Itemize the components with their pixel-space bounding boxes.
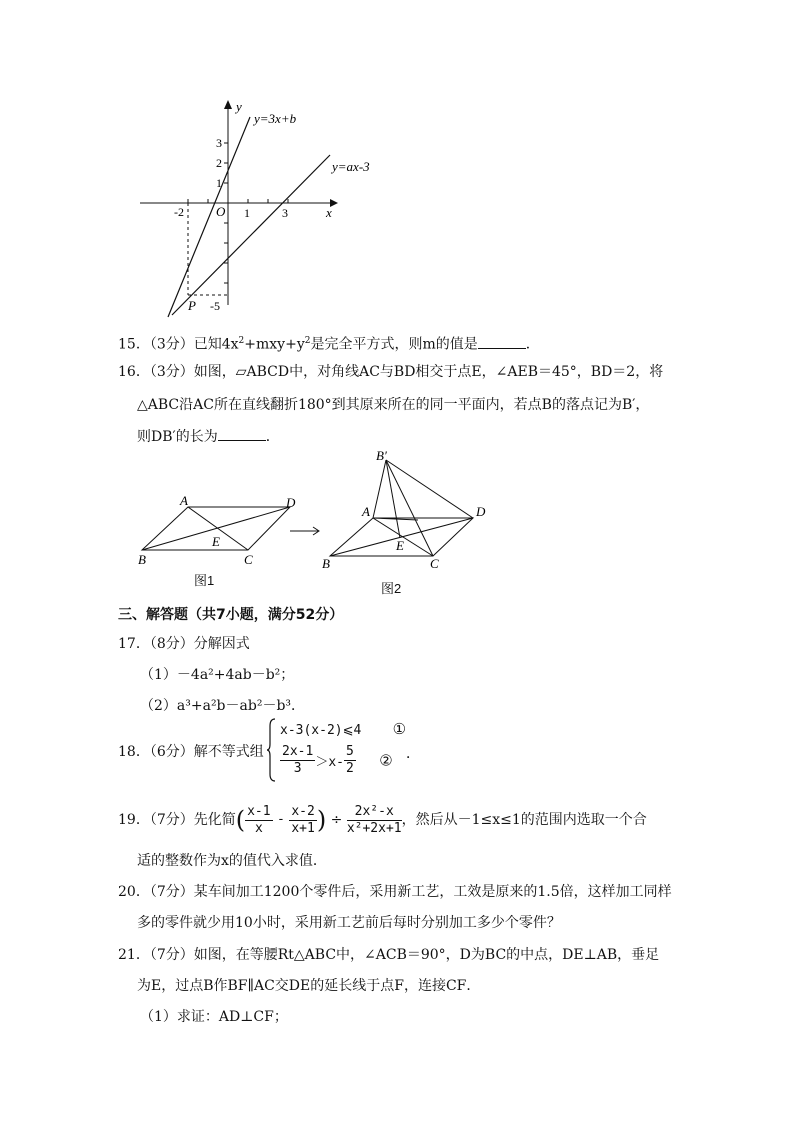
fig1-label-e: E <box>212 534 220 549</box>
tick-label-neg2: -2 <box>174 205 184 219</box>
question-19-line-2: 适的整数作为x的值代入求值． <box>137 853 327 869</box>
y-axis-arrow <box>224 100 232 109</box>
fig2-caption: 图2 <box>381 581 402 596</box>
coordinate-graph <box>130 95 370 325</box>
axis-x-label: x <box>326 205 332 220</box>
inequality-1: x-3(x-2)⩽4 ① <box>280 720 407 738</box>
fig1-label-b: B <box>138 552 146 567</box>
point-p-label: P <box>188 298 196 313</box>
question-16-line-3: 则DB′的长为 ． <box>137 426 280 447</box>
tick-label-neg5: -5 <box>210 299 220 313</box>
question-20-line-2: 多的零件就少用10小时，采用新工艺前后每时分别加工多少个零件？ <box>137 915 561 931</box>
question-21-part-1: （1）求证：AD⊥CF； <box>140 1009 288 1025</box>
tick-label-2: 2 <box>216 156 222 170</box>
line2-label: y=ax-3 <box>332 159 370 174</box>
line-ax-minus-3 <box>172 155 330 315</box>
fig2-label-d: D <box>476 504 486 519</box>
fig2-label-a: A <box>362 504 370 519</box>
fraction-2x2-x-over-quadratic: $\frac{\text{2x²-x}}{\text{x²+2x+1}}$ <box>346 803 402 836</box>
answer-blank-15[interactable] <box>478 334 526 349</box>
question-17-part-1: （1）－4a²+4ab－b²； <box>140 667 295 683</box>
inequality-2: $\frac{2x-1}{3}$ ＞x- $\frac{5}{2}$ ② <box>282 744 393 776</box>
question-16-line-1: 16．（3分）如图，▱ABCD中，对角线AC与BD相交于点E，∠AEB＝45°，BD＝2，将 <box>118 364 664 380</box>
figure-1-parallelogram <box>130 495 305 570</box>
axis-y-label: y <box>236 99 242 114</box>
question-16-line-2: △ABC沿AC所在直线翻折180°到其原来所在的同一平面内，若点B的落点记为B′， <box>137 397 650 413</box>
section-heading-3: 三、解答题（共7小题，满分52分） <box>118 607 344 623</box>
question-17-part-2: （2）a³+a²b－ab²－b³． <box>140 698 306 714</box>
tick-label-x3: 3 <box>282 206 288 220</box>
fig2-label-c: C <box>430 556 439 571</box>
question-21-line-1: 21．（7分）如图，在等腰Rt△ABC中，∠ACB＝90°，D为BC的中点，DE⊥AB，垂足 <box>118 947 660 963</box>
tick-label-1: 1 <box>216 176 222 190</box>
fraction-5-over-2: $\frac{5}{2}$ <box>345 744 354 776</box>
question-18-end: ． <box>406 746 420 762</box>
fig1-label-d: D <box>286 495 296 510</box>
fig2-label-e: E <box>396 538 404 553</box>
fraction-2x-1-over-3: $\frac{2x-1}{3}$ <box>282 744 314 776</box>
question-17-title: 17．（8分）分解因式 <box>118 636 250 652</box>
fig1-label-a: A <box>180 493 188 508</box>
figure-2-folded-parallelogram <box>318 448 493 573</box>
fig1-caption: 图1 <box>194 573 215 588</box>
answer-blank-16[interactable] <box>218 426 266 441</box>
tick-label-x1: 1 <box>244 206 250 220</box>
fig2-label-bprime: B′ <box>376 448 387 463</box>
question-18-prefix: 18．（6分）解不等式组 <box>118 744 264 760</box>
fraction-x-2-over-x-plus-1: $\frac{x-2}{x+1}$ <box>291 803 315 836</box>
fig1-label-c: C <box>244 552 253 567</box>
question-19-line-1: 19．（7分）先化简( $\frac{x-1}{x}$ - $\frac{x-2}{x+1}$ ) ÷ $\frac{\text{2x²-x}}{\text{x²+2x+1}}$ ，然后从－1≤x≤1的范围内选取一个合 <box>118 803 647 836</box>
fig2-label-b: B <box>322 556 330 571</box>
fraction-x-1-over-x: $\frac{x-1}{x}$ <box>247 803 271 836</box>
brace-icon <box>266 718 276 782</box>
tick-label-3: 3 <box>216 136 222 150</box>
question-21-line-2: 为E，过点B作BF∥AC交DE的延长线于点F，连接CF． <box>137 978 481 994</box>
origin-label: O <box>216 204 226 219</box>
question-15: 15．（3分）已知$4x^2+mxy+y^2$是完全平方式，则m的值是 ． <box>118 331 540 355</box>
line1-label: y=3x+b <box>254 111 297 126</box>
question-20-line-1: 20．（7分）某车间加工1200个零件后，采用新工艺，工效是原来的1.5倍，这样加工同样 <box>118 884 672 900</box>
